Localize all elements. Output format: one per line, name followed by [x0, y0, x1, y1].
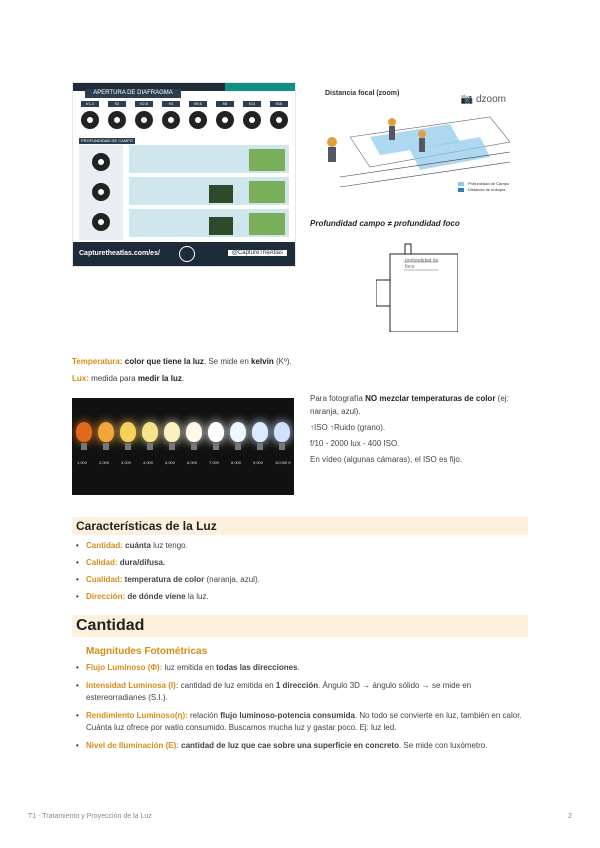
bulb-kelvin-label: 3,000	[121, 460, 132, 465]
list-item: • Rendimiento Luminoso(η): relación flujo luminoso-potencia consumida. No todo se convierte en luz, también en calor. Cuánta luz ofrece por watio consumido. Buscamos mucha luz y gastar poco. Ej: luz led.	[72, 710, 528, 734]
bulb-icon	[274, 422, 290, 442]
fstop-label: f/8	[216, 101, 234, 107]
bulb-icon	[230, 422, 246, 442]
infographic-accent-bar	[225, 83, 295, 91]
bulb-kelvin-label: 8,000	[231, 460, 242, 465]
bulb-base	[147, 443, 153, 450]
camera-icon: 📷	[460, 94, 474, 105]
aperture-ring-icon	[270, 111, 288, 129]
temperatura-line: Temperatura: color que tiene la luz. Se mide en kelvin (Kº).	[72, 357, 292, 366]
magnitudes-subheading: Magnitudes Fotométricas	[86, 646, 208, 657]
aperture-ring-icon	[243, 111, 261, 129]
bulb-base	[81, 443, 87, 450]
page-number: 2	[568, 813, 572, 820]
infographic-site: Capturetheatlas.com/es/	[79, 250, 160, 257]
bulb-kelvin-label: 4,000	[143, 460, 154, 465]
figure-caption: Profundidad campo ≠ profundidad foco	[310, 219, 460, 228]
list-item: • Flujo Luminoso (Φ): luz emitida en todas las direcciones.	[72, 662, 528, 674]
note-iso-noise: ↑ISO ↑Ruido (grano).	[310, 423, 386, 432]
caracteristicas-heading: Características de la Luz	[72, 517, 528, 535]
infographic-subtitle: PROFUNDIDAD DE CAMPO	[79, 138, 135, 144]
fstop-label: f/16	[270, 101, 288, 107]
aperture-ring-icon	[81, 111, 99, 129]
infographic-title: APERTURA DE DIAFRAGMA	[85, 89, 181, 98]
infographic-social: @CaptureTheAtlas	[228, 250, 287, 256]
aperture-infographic	[72, 82, 296, 267]
bulb-base	[257, 443, 263, 450]
note-video-iso: En vídeo (algunas cámaras), el ISO es fijo.	[310, 455, 463, 464]
bulb-kelvin-label: 6,000	[187, 460, 198, 465]
fstop-label: f/11	[243, 101, 261, 107]
fstop-label: f/5.6	[189, 101, 207, 107]
bulb-kelvin-label: 7,000	[209, 460, 220, 465]
focal-illustration-title: Distancia focal (zoom)	[325, 90, 400, 97]
bulb-base	[169, 443, 175, 450]
brand-logo-icon	[179, 246, 195, 262]
list-item: • Cualidad: temperatura de color (naranja, azul).	[72, 574, 528, 586]
bulb-kelvin-label: 5,000	[165, 460, 176, 465]
cantidad-heading: Cantidad	[72, 615, 528, 637]
bulb-icon	[208, 422, 224, 442]
list-item: • Nivel de Iluminación (E): cantidad de luz que cae sobre una superficie en concreto. Se mide con luxómetro.	[72, 740, 528, 752]
scene-row-2	[129, 177, 289, 205]
aperture-ring-icon	[162, 111, 180, 129]
fstop-label: f/2	[108, 101, 126, 107]
bulb-kelvin-label: 9,000	[253, 460, 264, 465]
photo-notes	[310, 392, 520, 466]
focal-distance-illustration	[310, 82, 520, 212]
bulb-base	[235, 443, 241, 450]
bulb-kelvin-label: 2,000	[99, 460, 110, 465]
fstop-label: f/2.8	[135, 101, 153, 107]
color-temperature-bulbs	[72, 398, 294, 495]
caracteristicas-list	[72, 540, 528, 603]
note-exposure-example: f/10 - 2000 lux - 400 ISO.	[310, 439, 400, 448]
bulb-icon	[120, 422, 136, 442]
bulb-icon	[164, 422, 180, 442]
bulb-base	[191, 443, 197, 450]
bulb-icon	[252, 422, 268, 442]
legend-focus-distance: Distancia de enfoque	[468, 187, 506, 192]
bulb-base	[125, 443, 131, 450]
infographic-footer	[73, 242, 295, 266]
legend-depth-of-field: Profundidad de Campo	[468, 181, 510, 186]
aperture-ring-icon	[189, 111, 207, 129]
bulb-base	[213, 443, 219, 450]
fstop-label: f/1.4	[81, 101, 99, 107]
fstop-label: f/4	[162, 101, 180, 107]
note-mix-temperatures: Para fotografía NO mezclar temperaturas de color (ej: naranja, azul).	[310, 394, 509, 416]
scene-row-1	[129, 145, 289, 173]
list-item: • Calidad: dura/difusa.	[72, 557, 528, 569]
bulb-base	[279, 443, 285, 450]
scene-row-3	[129, 209, 289, 237]
list-item: • Dirección: de dónde viene la luz.	[72, 591, 528, 603]
focal-planes-graphic	[310, 82, 520, 212]
aperture-column	[79, 145, 123, 240]
aperture-ring-icon	[135, 111, 153, 129]
bulb-base	[103, 443, 109, 450]
aperture-ring-icon	[216, 111, 234, 129]
dzoom-brand: 📷 dzoom	[460, 94, 506, 105]
magnitudes-list	[72, 662, 528, 752]
lux-line: Lux: medida para medir la luz.	[72, 374, 185, 383]
list-item: • Cantidad: cuánta luz tengo.	[72, 540, 528, 552]
list-item: • Intensidad Luminosa (I): cantidad de luz emitida en 1 dirección. Ángulo 3D → ángulo sólido → se mide en estereorradianes (S.I.).	[72, 680, 528, 704]
bulb-icon	[142, 422, 158, 442]
focus-depth-label: profundidad de foco	[405, 258, 439, 270]
aperture-ring-icon	[108, 111, 126, 129]
bulb-kelvin-label: 10,000 K	[275, 460, 292, 465]
bulb-icon	[76, 422, 92, 442]
bulb-icon	[186, 422, 202, 442]
focus-depth-diagram	[376, 242, 458, 332]
bulb-kelvin-label: 1,000	[77, 460, 88, 465]
bulb-icon	[98, 422, 114, 442]
page-footer: T1 - Tratamiento y Proyección de la Luz	[28, 813, 152, 820]
